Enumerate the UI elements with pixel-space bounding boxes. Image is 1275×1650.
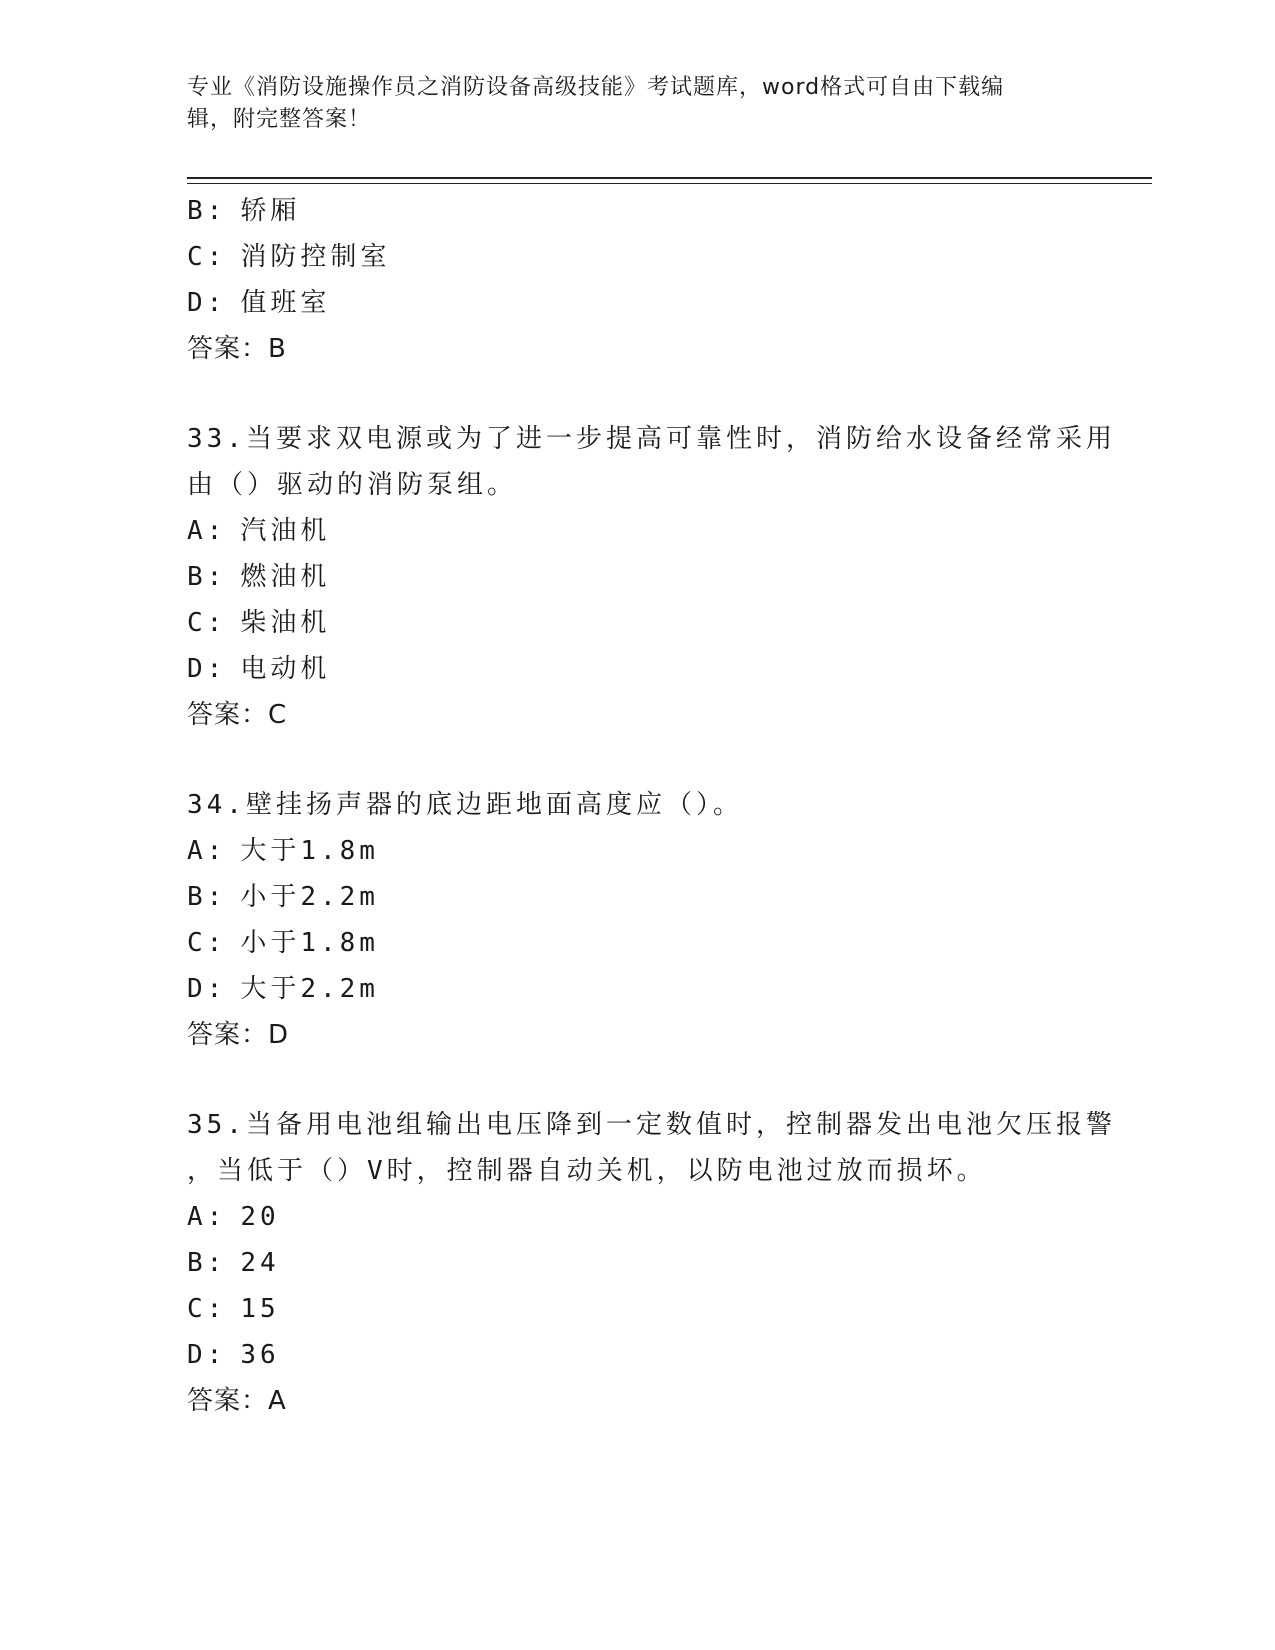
option-item	[187, 646, 1087, 692]
answer-line: 答案：C	[187, 700, 288, 730]
option-text: 大于1.8m	[240, 836, 379, 866]
option-text: 消防控制室	[240, 242, 391, 272]
header-rule-thick	[187, 177, 1152, 179]
option-key: B:	[187, 1248, 227, 1278]
option-item	[187, 1194, 1087, 1240]
option-text: 36	[240, 1340, 280, 1370]
answer-line: 答案：B	[187, 334, 287, 364]
option-item	[187, 234, 1087, 280]
question-text-line: ，当低于（）V时，控制器自动关机，以防电池过放而损坏。	[187, 1156, 987, 1186]
option-item	[187, 920, 1087, 966]
question-text-line: 34.壁挂扬声器的底边距地面高度应（）。	[187, 790, 743, 820]
option-item	[187, 600, 1087, 646]
option-item	[187, 280, 1087, 326]
option-item	[187, 554, 1087, 600]
option-text: 20	[240, 1202, 280, 1232]
question-33	[187, 416, 1116, 738]
option-item	[187, 1240, 1087, 1286]
option-item	[187, 1332, 1087, 1378]
option-key: D:	[187, 1340, 227, 1370]
option-text: 小于2.2m	[240, 882, 379, 912]
question-text-line: 33.当要求双电源或为了进一步提高可靠性时，消防给水设备经常采用	[187, 424, 1116, 454]
previous-question	[187, 188, 1087, 372]
option-text: 15	[240, 1294, 280, 1324]
option-text: 小于1.8m	[240, 928, 379, 958]
question-text-line: 35.当备用电池组输出电压降到一定数值时，控制器发出电池欠压报警	[187, 1110, 1116, 1140]
option-key: A:	[187, 1202, 227, 1232]
option-key: D:	[187, 288, 227, 318]
option-text: 电动机	[240, 654, 331, 684]
option-text: 大于2.2m	[240, 974, 379, 1004]
option-item	[187, 874, 1087, 920]
option-key: A:	[187, 516, 227, 546]
option-key: B:	[187, 882, 227, 912]
option-text: 燃油机	[240, 562, 331, 592]
header-line-2: 辑，附完整答案！	[187, 107, 372, 132]
header-line-1: 专业《消防设施操作员之消防设备高级技能》考试题库，word格式可自由下载编	[187, 75, 1005, 100]
answer-line: 答案：D	[187, 1020, 290, 1050]
question-34	[187, 782, 1087, 1058]
option-text: 柴油机	[240, 608, 331, 638]
option-key: C:	[187, 928, 227, 958]
option-key: C:	[187, 608, 227, 638]
option-item	[187, 188, 1087, 234]
question-content	[187, 188, 1116, 1424]
option-key: B:	[187, 196, 227, 226]
option-key: A:	[187, 836, 227, 866]
option-key: D:	[187, 974, 227, 1004]
option-text: 值班室	[240, 288, 331, 318]
option-item	[187, 508, 1087, 554]
header-rule-thin	[187, 183, 1152, 184]
answer-line: 答案：A	[187, 1386, 287, 1416]
option-key: B:	[187, 562, 227, 592]
option-key: C:	[187, 242, 227, 272]
option-item	[187, 1286, 1087, 1332]
option-text: 24	[240, 1248, 280, 1278]
option-key: C:	[187, 1294, 227, 1324]
option-text: 汽油机	[240, 516, 331, 546]
question-35	[187, 1102, 1116, 1424]
document-header	[187, 72, 1067, 136]
question-text-line: 由（）驱动的消防泵组。	[187, 470, 518, 500]
option-text: 轿厢	[240, 196, 301, 226]
option-key: D:	[187, 654, 227, 684]
option-item	[187, 828, 1087, 874]
option-item	[187, 966, 1087, 1012]
